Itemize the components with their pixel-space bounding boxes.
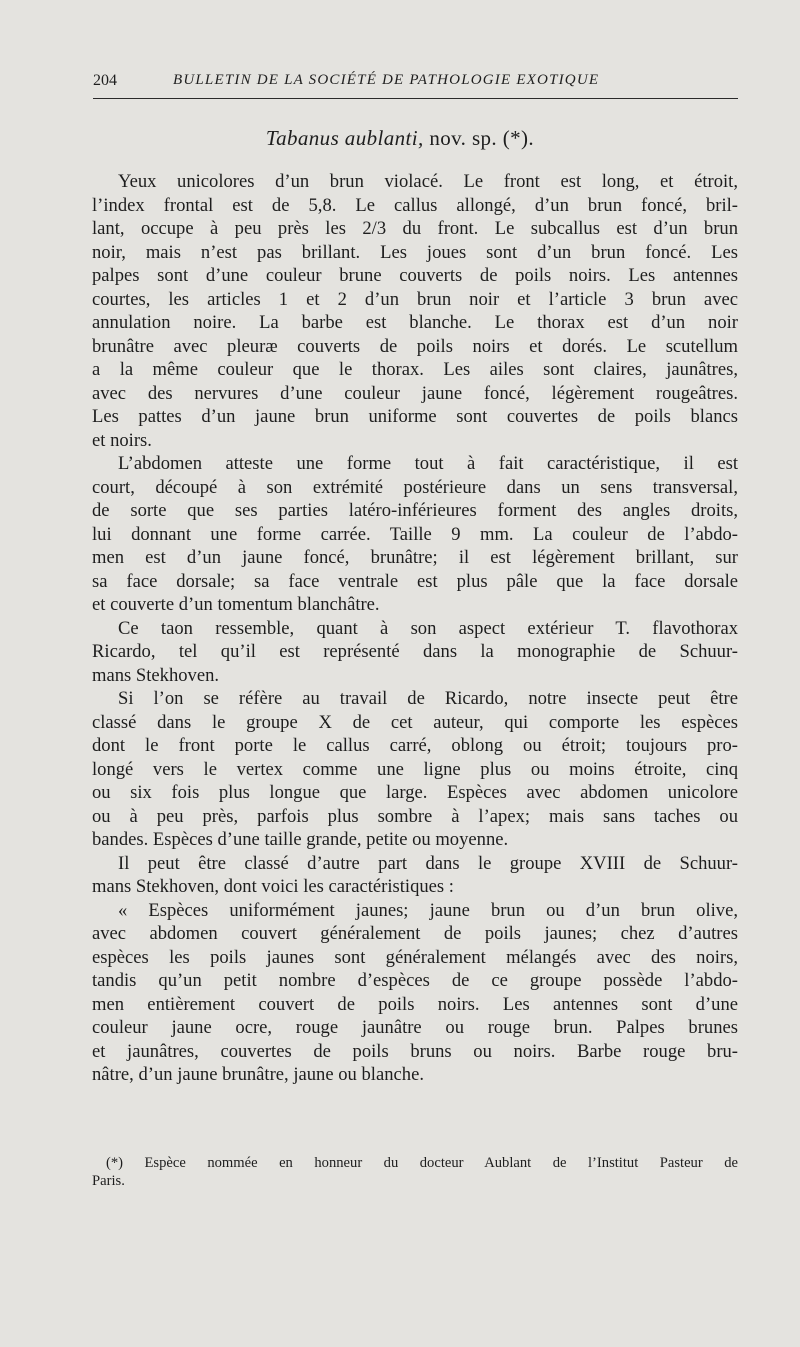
text-line: longé vers le vertex comme une ligne plus ou moins étroite, cinq	[92, 758, 738, 780]
text-line: et noirs.	[92, 429, 152, 451]
text-line: couleur jaune ocre, rouge jaunâtre ou rouge brun. Palpes brunes	[92, 1017, 738, 1038]
text-line: de sorte que ses parties latéro-inférieures forment des angles droits,	[92, 500, 738, 521]
footnote	[92, 1154, 738, 1190]
footnote-line: Paris.	[92, 1173, 125, 1189]
text-line: Si l’on se réfère au travail de Ricardo, notre insecte peut être	[118, 688, 738, 709]
text-line: classé dans le groupe X de cet auteur, qui comporte les espèces	[92, 711, 738, 733]
footnote-line: (*) Espèce nommée en honneur du docteur Aublant de l’Institut Pasteur de	[106, 1155, 738, 1171]
text-line: ou six fois plus longue que large. Espèces avec abdomen unicolore	[92, 782, 738, 803]
text-line: avec abdomen couvert généralement de poils jaunes; chez d’autres	[92, 923, 738, 944]
text-line: a la même couleur que le thorax. Les ailes sont claires, jaunâtres,	[92, 359, 738, 380]
text-line: Yeux unicolores d’un brun violacé. Le front est long, et étroit,	[118, 171, 738, 192]
text-line: annulation noire. La barbe est blanche. Le thorax est d’un noir	[92, 312, 738, 333]
text-line: et jaunâtres, couvertes de poils bruns ou noirs. Barbe rouge bru-	[92, 1040, 738, 1062]
text-line: lui donnant une forme carrée. Taille 9 mm. La couleur de l’abdo-	[92, 523, 738, 545]
text-line: Il peut être classé d’autre part dans le groupe XVIII de Schuur-	[118, 852, 738, 874]
text-line: espèces les poils jaunes sont généralement mélangés avec des noirs,	[92, 946, 738, 968]
text-line: « Espèces uniformément jaunes; jaune brun ou d’un brun olive,	[118, 899, 738, 921]
text-line: mans Stekhoven, dont voici les caractéristiques :	[92, 876, 454, 897]
text-line: dont le front porte le callus carré, oblong ou étroit; toujours pro-	[92, 735, 738, 756]
text-line: ou à peu près, parfois plus sombre à l’apex; mais sans taches ou	[92, 805, 738, 827]
text-line: l’index frontal est de 5,8. Le callus allongé, d’un brun foncé, bril-	[92, 194, 738, 216]
running-title: BULLETIN DE LA SOCIÉTÉ DE PATHOLOGIE EXOTIQUE	[173, 72, 600, 88]
text-line: palpes sont d’une couleur brune couverts de poils noirs. Les antennes	[92, 265, 738, 286]
page-header	[93, 68, 738, 99]
species-status: nov. sp. (*).	[429, 126, 535, 150]
text-line: nâtre, d’un jaune brunâtre, jaune ou blanche.	[92, 1064, 424, 1085]
text-line: brunâtre avec pleuræ couverts de poils noirs et dorés. Le scutellum	[92, 335, 738, 357]
text-line: avec des nervures d’une couleur jaune foncé, légèrement rougeâtres.	[92, 382, 738, 404]
text-line: lant, occupe à peu près les 2/3 du front. Le subcallus est d’un brun	[92, 218, 738, 239]
text-line: bandes. Espèces d’une taille grande, petite ou moyenne.	[92, 829, 509, 850]
body-text	[92, 170, 738, 1087]
text-line: men est d’un jaune foncé, brunâtre; il est légèrement brillant, sur	[92, 547, 738, 568]
text-line: sa face dorsale; sa face ventrale est plus pâle que la face dorsale	[92, 570, 738, 592]
text-line: court, découpé à son extrémité postérieure dans un sens transversal,	[92, 476, 738, 498]
text-line: Les pattes d’un jaune brun uniforme sont couvertes de poils blancs	[92, 406, 738, 427]
text-line: tandis qu’un petit nombre d’espèces de ce groupe possède l’abdo-	[92, 970, 738, 991]
text-line: et couverte d’un tomentum blanchâtre.	[92, 594, 380, 615]
species-title	[0, 126, 800, 151]
text-line: mans Stekhoven.	[92, 664, 220, 686]
page-number: 204	[93, 72, 117, 89]
text-line: Ricardo, tel qu’il est représenté dans la monographie de Schuur-	[92, 641, 738, 662]
text-line: noir, mais n’est pas brillant. Les joues sont d’un brun foncé. Les	[92, 241, 738, 263]
text-line: men entièrement couvert de poils noirs. Les antennes sont d’une	[92, 993, 738, 1015]
text-line: courtes, les articles 1 et 2 d’un brun noir et l’article 3 brun avec	[92, 288, 738, 310]
text-line: L’abdomen atteste une forme tout à fait caractéristique, il est	[118, 453, 738, 474]
species-name: Tabanus aublanti,	[265, 126, 424, 150]
text-line: Ce taon ressemble, quant à son aspect extérieur T. flavothorax	[118, 617, 738, 639]
